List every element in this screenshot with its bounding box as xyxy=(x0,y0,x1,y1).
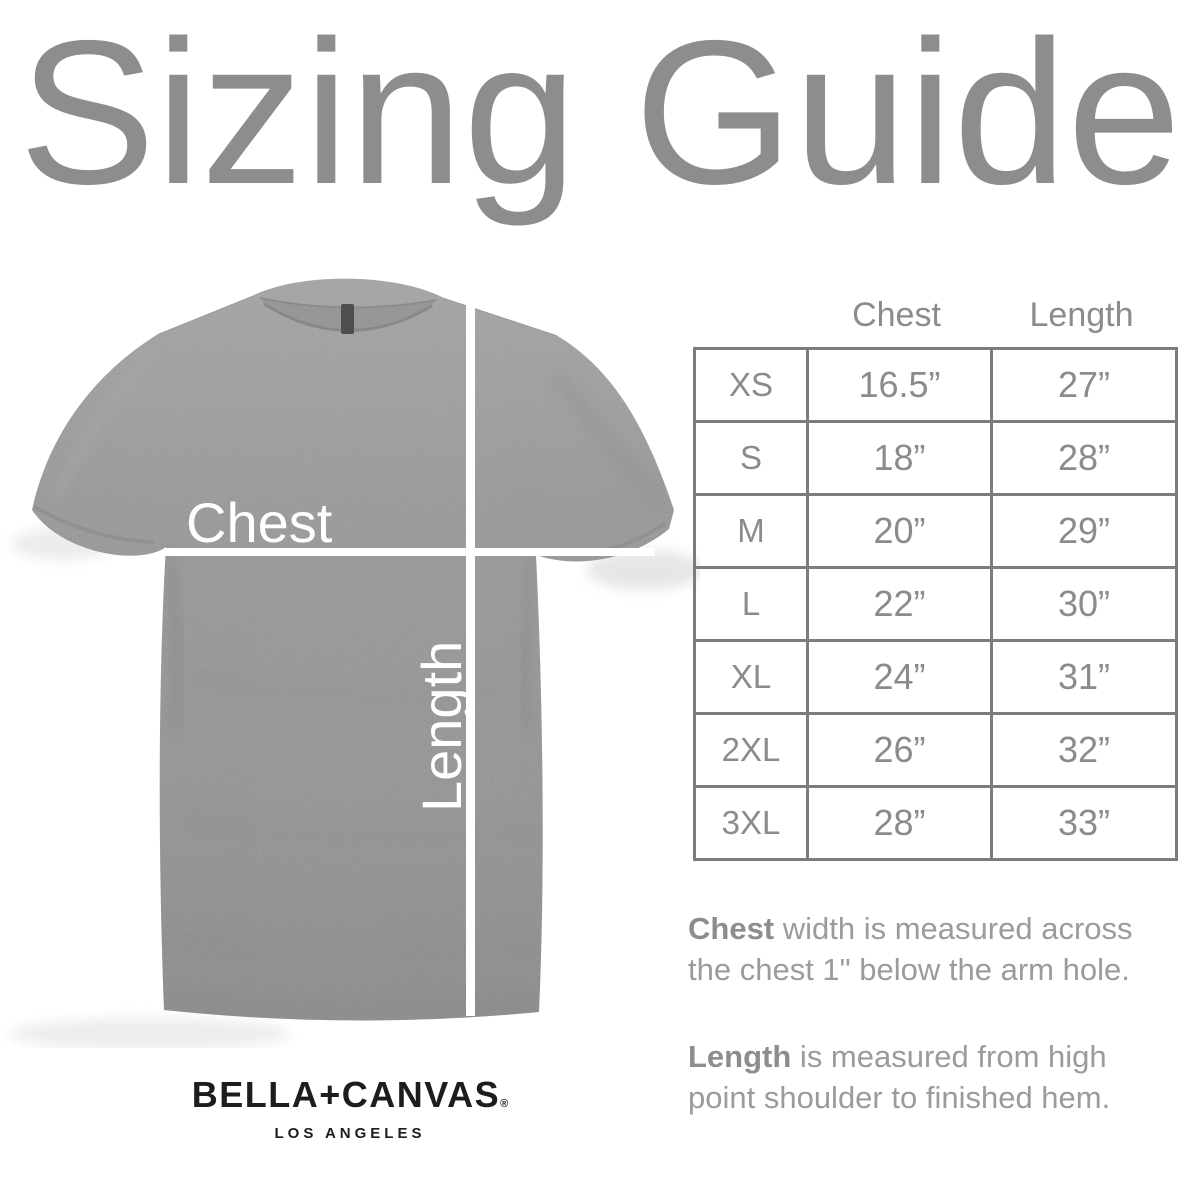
size-table-area xyxy=(693,296,1183,861)
chest-cell: 26” xyxy=(808,714,992,787)
size-cell: XL xyxy=(695,641,808,714)
length-cell: 31” xyxy=(992,641,1177,714)
size-cell: 3XL xyxy=(695,787,808,860)
chest-note xyxy=(688,908,1200,990)
table-row-l xyxy=(695,568,1177,641)
ground-shadow xyxy=(10,1018,290,1048)
length-note-line1: is measured from high xyxy=(791,1039,1107,1074)
chest-cell: 24” xyxy=(808,641,992,714)
table-row-2xl xyxy=(695,714,1177,787)
length-cell: 28” xyxy=(992,422,1177,495)
chest-note-lead: Chest xyxy=(688,911,775,946)
length-cell: 29” xyxy=(992,495,1177,568)
length-cell: 30” xyxy=(992,568,1177,641)
table-row-s xyxy=(695,422,1177,495)
length-label: Length xyxy=(410,640,473,812)
heather-texture xyxy=(0,258,700,1048)
table-row-xl xyxy=(695,641,1177,714)
brand-name: BELLA+CANVAS® xyxy=(191,1074,509,1115)
chest-note-line2: the chest 1" below the arm hole. xyxy=(688,952,1130,987)
length-column-header: Length xyxy=(1029,296,1134,334)
brand-logo xyxy=(150,1074,550,1142)
chest-note-line1: width is measured across xyxy=(774,911,1133,946)
chest-label: Chest xyxy=(186,491,333,554)
chest-cell: 22” xyxy=(808,568,992,641)
table-row-m xyxy=(695,495,1177,568)
chest-cell: 18” xyxy=(808,422,992,495)
table-row-xs xyxy=(695,349,1177,422)
size-cell: 2XL xyxy=(695,714,808,787)
length-note-lead: Length xyxy=(688,1039,792,1074)
size-cell: XS xyxy=(695,349,808,422)
table-row-3xl xyxy=(695,787,1177,860)
size-cell: S xyxy=(695,422,808,495)
length-note xyxy=(688,1036,1200,1118)
neck-tag xyxy=(341,304,354,334)
page-title: Sizing Guide xyxy=(18,0,1182,227)
brand-city: LOS ANGELES xyxy=(274,1125,426,1142)
length-cell: 27” xyxy=(992,349,1177,422)
registered-trademark: ® xyxy=(500,1098,509,1110)
length-note-line2: point shoulder to finished hem. xyxy=(688,1080,1111,1115)
size-cell: L xyxy=(695,568,808,641)
size-cell: M xyxy=(695,495,808,568)
length-cell: 32” xyxy=(992,714,1177,787)
chest-cell: 20” xyxy=(808,495,992,568)
measurement-notes xyxy=(688,908,1200,1118)
chest-cell: 28” xyxy=(808,787,992,860)
size-table xyxy=(693,347,1178,861)
chest-column-header: Chest xyxy=(852,296,941,334)
size-table-headers xyxy=(693,296,1175,347)
length-cell: 33” xyxy=(992,787,1177,860)
chest-cell: 16.5” xyxy=(808,349,992,422)
tshirt-illustration xyxy=(0,258,700,1048)
